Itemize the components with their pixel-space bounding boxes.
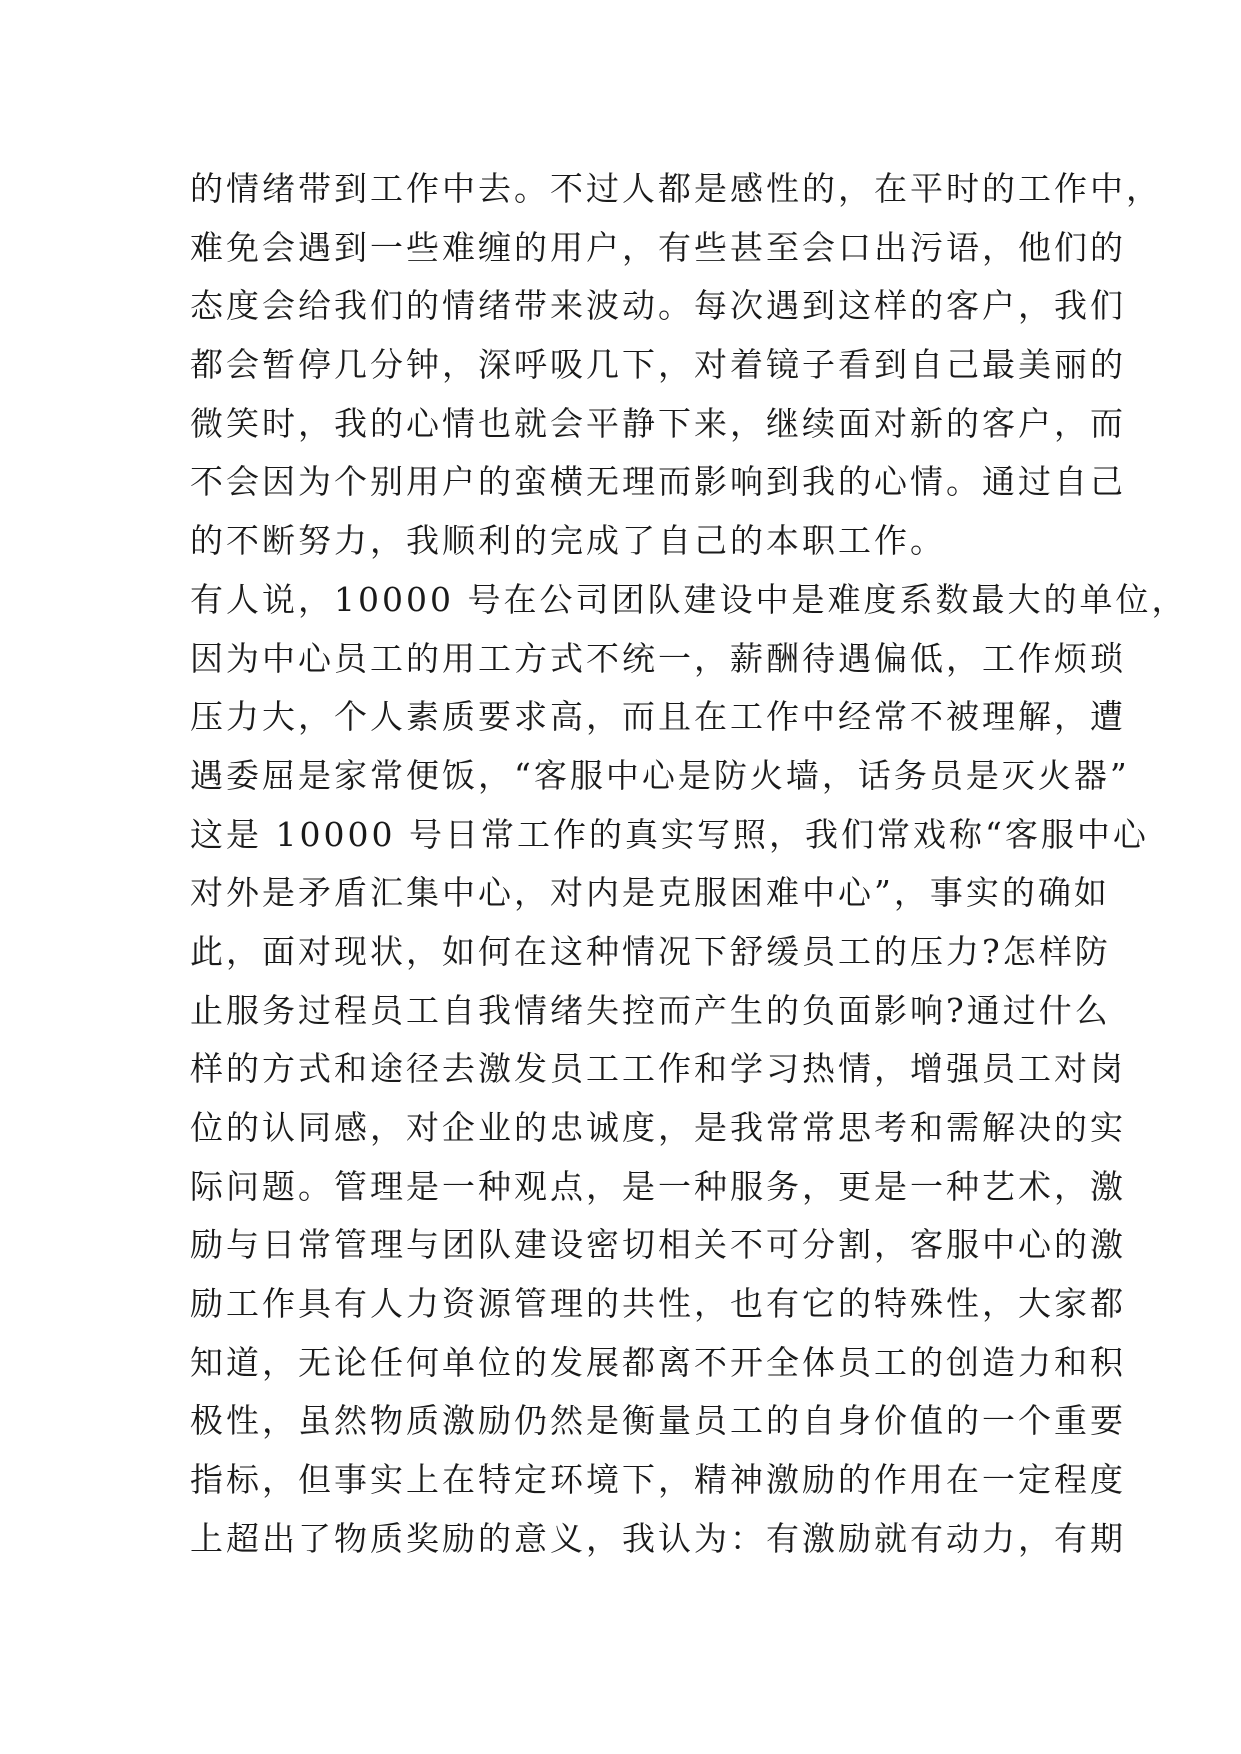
text-line: 止服务过程员工自我情绪失控而产生的负面影响?通过什么: [190, 990, 1111, 1030]
text-line: 这是 10000 号日常工作的真实写照，我们常戏称“客服中心: [190, 814, 1149, 854]
text-line: 上超出了物质奖励的意义，我认为：有激励就有动力，有期: [190, 1518, 1126, 1558]
text-line: 对外是矛盾汇集中心，对内是克服困难中心”，事实的确如: [190, 873, 1110, 913]
text-line: 难免会遇到一些难缠的用户，有些甚至会口出污语，他们的: [190, 227, 1126, 267]
text-line: 样的方式和途径去激发员工工作和学习热情，增强员工对岗: [190, 1049, 1126, 1089]
text-line: 的情绪带到工作中去。不过人都是感性的，在平时的工作中，: [190, 169, 1162, 208]
text-line: 极性，虽然物质激励仍然是衡量员工的自身价值的一个重要: [190, 1401, 1126, 1441]
text-line: 都会暂停几分钟，深呼吸几下，对着镜子看到自己最美丽的: [190, 345, 1126, 385]
text-line: 遇委屈是家常便饭，“客服中心是防火墙，话务员是灭火器”: [190, 755, 1130, 795]
text-line: 压力大，个人素质要求高，而且在工作中经常不被理解，遭: [190, 697, 1126, 737]
text-line: 指标，但事实上在特定环境下，精神激励的作用在一定程度: [190, 1460, 1126, 1500]
text-line: 的不断努力，我顺利的完成了自己的本职工作。: [190, 521, 946, 561]
text-line: 际问题。管理是一种观点，是一种服务，更是一种艺术，激: [190, 1166, 1126, 1206]
text-line: 态度会给我们的情绪带来波动。每次遇到这样的客户，我们: [190, 286, 1126, 326]
text-line: 不会因为个别用户的蛮横无理而影响到我的心情。通过自己: [190, 462, 1126, 502]
body-text: [190, 160, 1188, 1569]
text-line: 此，面对现状，如何在这种情况下舒缓员工的压力?怎样防: [190, 931, 1111, 971]
text-line: 知道，无论任何单位的发展都离不开全体员工的创造力和积: [190, 1342, 1126, 1382]
text-line: 位的认同感，对企业的忠诚度，是我常常思考和需解决的实: [190, 1108, 1126, 1147]
text-line: 励与日常管理与团队建设密切相关不可分割，客服中心的激: [190, 1225, 1126, 1265]
text-line: 励工作具有人力资源管理的共性，也有它的特殊性，大家都: [190, 1284, 1126, 1324]
text-line: 有人说，10000 号在公司团队建设中是难度系数最大的单位，: [190, 579, 1188, 619]
text-line: 微笑时，我的心情也就会平静下来，继续面对新的客户，而: [190, 403, 1126, 443]
text-line: 因为中心员工的用工方式不统一，薪酬待遇偏低，工作烦琐: [190, 638, 1126, 678]
